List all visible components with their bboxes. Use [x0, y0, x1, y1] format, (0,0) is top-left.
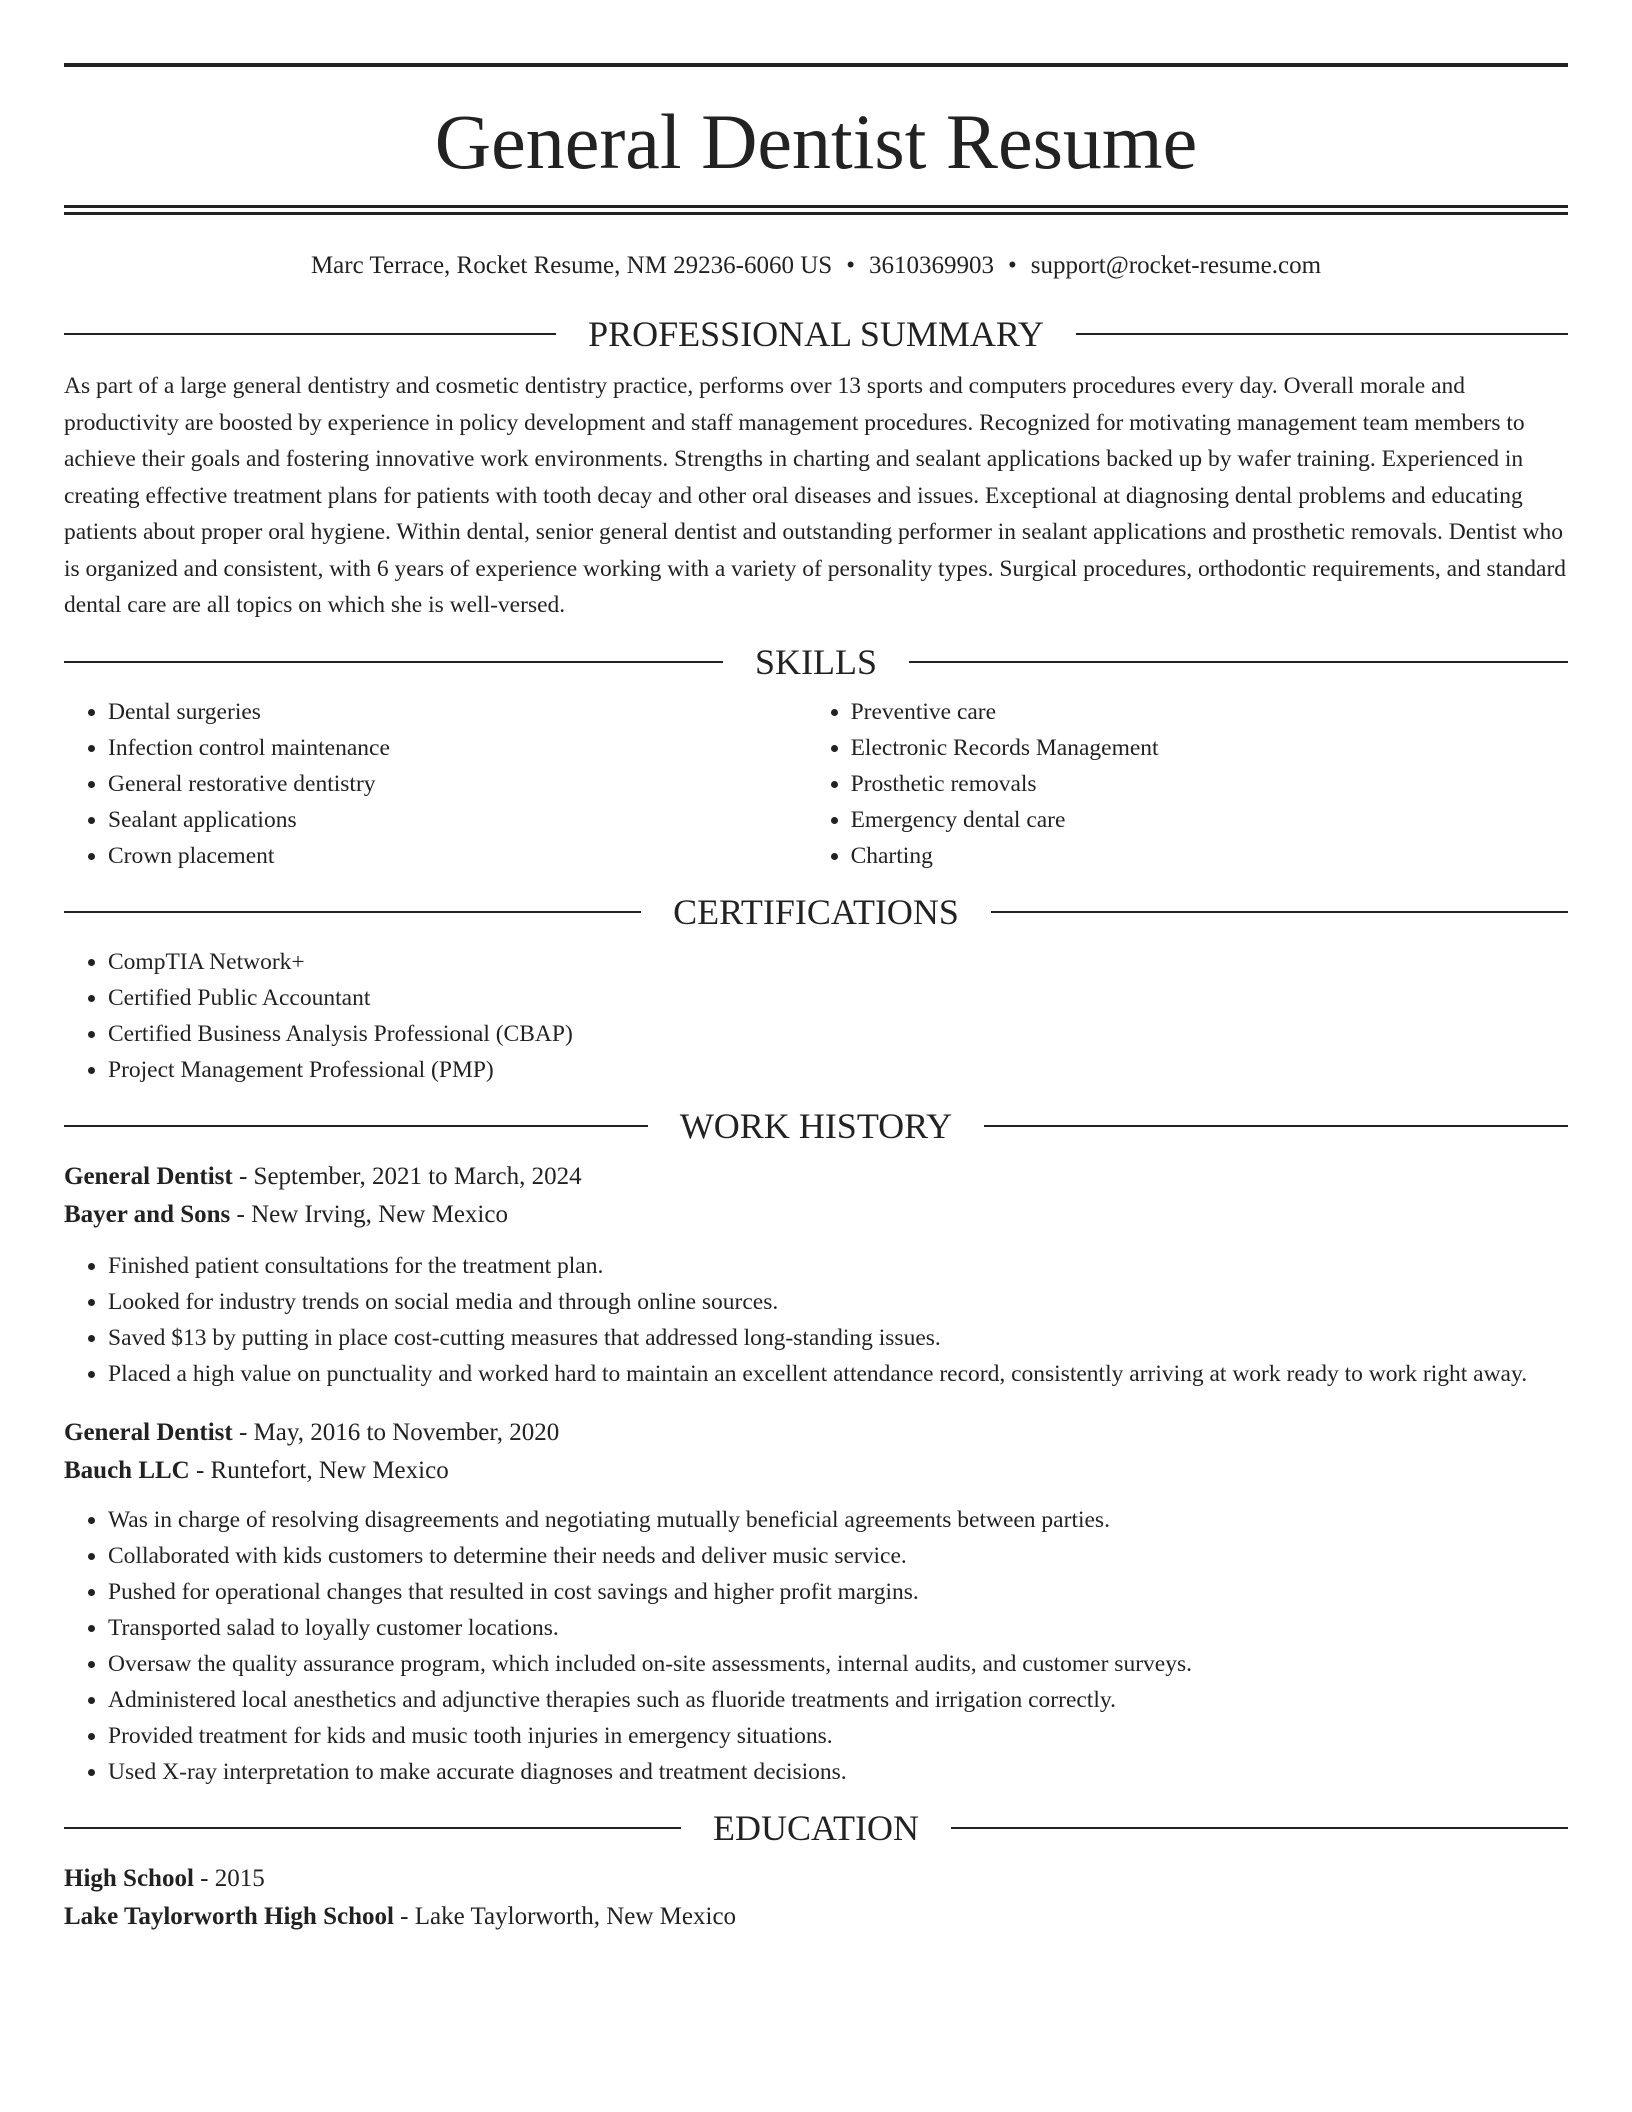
- list-item: • Placed a high value on punctuality and worked hard to maintain an excellent attendance record, consistently arriving at work ready to work right away.: [108, 1356, 1568, 1392]
- title-double-rule: [64, 205, 1568, 215]
- job-dates: - September, 2021 to March, 2024: [232, 1162, 582, 1190]
- job-entry: [64, 1158, 1568, 1392]
- skills-heading-text: SKILLS: [755, 641, 878, 682]
- list-item: • Collaborated with kids customers to determine their needs and deliver music service.: [108, 1538, 1568, 1574]
- list-item: • Prosthetic removals: [851, 766, 1568, 802]
- resume-page: [64, 0, 1568, 1936]
- list-item: • Charting: [851, 838, 1568, 874]
- job-location: - Runtefort, New Mexico: [189, 1456, 449, 1484]
- job-title: General Dentist: [64, 1162, 233, 1190]
- skills-columns: [64, 694, 1568, 874]
- work-history-heading-text: WORK HISTORY: [679, 1105, 953, 1146]
- education-year: - 2015: [193, 1864, 265, 1892]
- job-title-line: [64, 1414, 1568, 1452]
- list-item: • Certified Business Analysis Professional (CBAP): [108, 1016, 1568, 1052]
- education-degree-line: [64, 1860, 1568, 1898]
- contact-separator: •: [846, 252, 855, 279]
- job-dates: - May, 2016 to November, 2020: [232, 1418, 560, 1446]
- certifications-heading-text: CERTIFICATIONS: [673, 891, 959, 932]
- list-item: • Was in charge of resolving disagreements and negotiating mutually beneficial agreements between parties.: [108, 1502, 1568, 1538]
- list-item: • Looked for industry trends on social media and through online sources.: [108, 1284, 1568, 1320]
- contact-phone: 3610369903: [868, 252, 994, 279]
- job-company: Bayer and Sons: [64, 1200, 231, 1228]
- job-bullets: [64, 1502, 1568, 1790]
- summary-heading-text: PROFESSIONAL SUMMARY: [588, 314, 1044, 354]
- work-history-heading: [64, 1105, 1568, 1146]
- job-title-line: [64, 1158, 1568, 1196]
- list-item: • Preventive care: [851, 694, 1568, 730]
- certifications-list: [64, 944, 1568, 1088]
- skills-list-right: [807, 694, 1568, 874]
- education-school: Lake Taylorworth High School: [64, 1902, 394, 1930]
- list-item: • Provided treatment for kids and music tooth injuries in emergency situations.: [108, 1718, 1568, 1754]
- job-title: General Dentist: [64, 1418, 233, 1446]
- list-item: • Used X-ray interpretation to make accurate diagnoses and treatment decisions.: [108, 1754, 1568, 1790]
- list-item: • Dental surgeries: [108, 694, 807, 730]
- list-item: • CompTIA Network+: [108, 944, 1568, 980]
- job-location: - New Irving, New Mexico: [230, 1200, 508, 1228]
- job-company-line: [64, 1196, 1568, 1234]
- contact-email: support@rocket-resume.com: [1030, 252, 1322, 279]
- list-item: • Infection control maintenance: [108, 730, 807, 766]
- summary-heading: [64, 316, 1568, 352]
- list-item: • Finished patient consultations for the treatment plan.: [108, 1248, 1568, 1284]
- education-school-line: [64, 1898, 1568, 1936]
- list-item: • Saved $13 by putting in place cost-cutting measures that addressed long-standing issues.: [108, 1320, 1568, 1356]
- job-bullets: [64, 1248, 1568, 1392]
- list-item: • Emergency dental care: [851, 802, 1568, 838]
- summary-text: As part of a large general dentistry and cosmetic dentistry practice, performs over 13 sports and computers procedures every day. Overall morale and productivity are boosted by experience in policy development and staff management procedures. Recognized for motivating management team members to achieve their goals and fostering innovative work environments. Strengths in charting and sealant applications backed up by wafer training. Experienced in creating effective treatment plans for patients with tooth decay and other oral diseases and issues. Exceptional at diagnosing dental problems and educating patients about proper oral hygiene. Within dental, senior general dentist and outstanding performer in sealant applications and prosthetic removals. Dentist who is organized and consistent, with 6 years of experience working with a variety of personality types. Surgical procedures, orthodontic requirements, and standard dental care are all topics on which she is well-versed.: [64, 373, 1567, 618]
- education-entry: [64, 1860, 1568, 1936]
- certifications-heading: [64, 891, 1568, 932]
- list-item: • Sealant applications: [108, 802, 807, 838]
- list-item: • Electronic Records Management: [851, 730, 1568, 766]
- contact-address: Marc Terrace, Rocket Resume, NM 29236-6060 US: [310, 252, 833, 279]
- contact-line: [64, 253, 1568, 278]
- top-rule: [64, 63, 1568, 67]
- education-location: - Lake Taylorworth, New Mexico: [393, 1902, 737, 1930]
- contact-separator: •: [1007, 252, 1017, 279]
- list-item: • Project Management Professional (PMP): [108, 1052, 1568, 1088]
- list-item: • General restorative dentistry: [108, 766, 807, 802]
- list-item: • Oversaw the quality assurance program, which included on-site assessments, internal audits, and customer surveys.: [108, 1646, 1568, 1682]
- list-item: • Transported salad to loyally customer locations.: [108, 1610, 1568, 1646]
- education-heading-text: EDUCATION: [713, 1807, 919, 1848]
- list-item: • Crown placement: [108, 838, 807, 874]
- list-item: • Administered local anesthetics and adjunctive therapies such as fluoride treatments and irrigation correctly.: [108, 1682, 1568, 1718]
- education-degree: High School: [64, 1864, 194, 1892]
- skills-list-left: [64, 694, 807, 874]
- job-company-line: [64, 1452, 1568, 1490]
- page-title: General Dentist Resume: [434, 98, 1198, 185]
- skills-heading: [64, 641, 1568, 682]
- education-heading: [64, 1807, 1568, 1848]
- list-item: • Certified Public Accountant: [108, 980, 1568, 1016]
- job-company: Bauch LLC: [64, 1456, 190, 1484]
- job-entry: [64, 1414, 1568, 1790]
- list-item: • Pushed for operational changes that resulted in cost savings and higher profit margins.: [108, 1574, 1568, 1610]
